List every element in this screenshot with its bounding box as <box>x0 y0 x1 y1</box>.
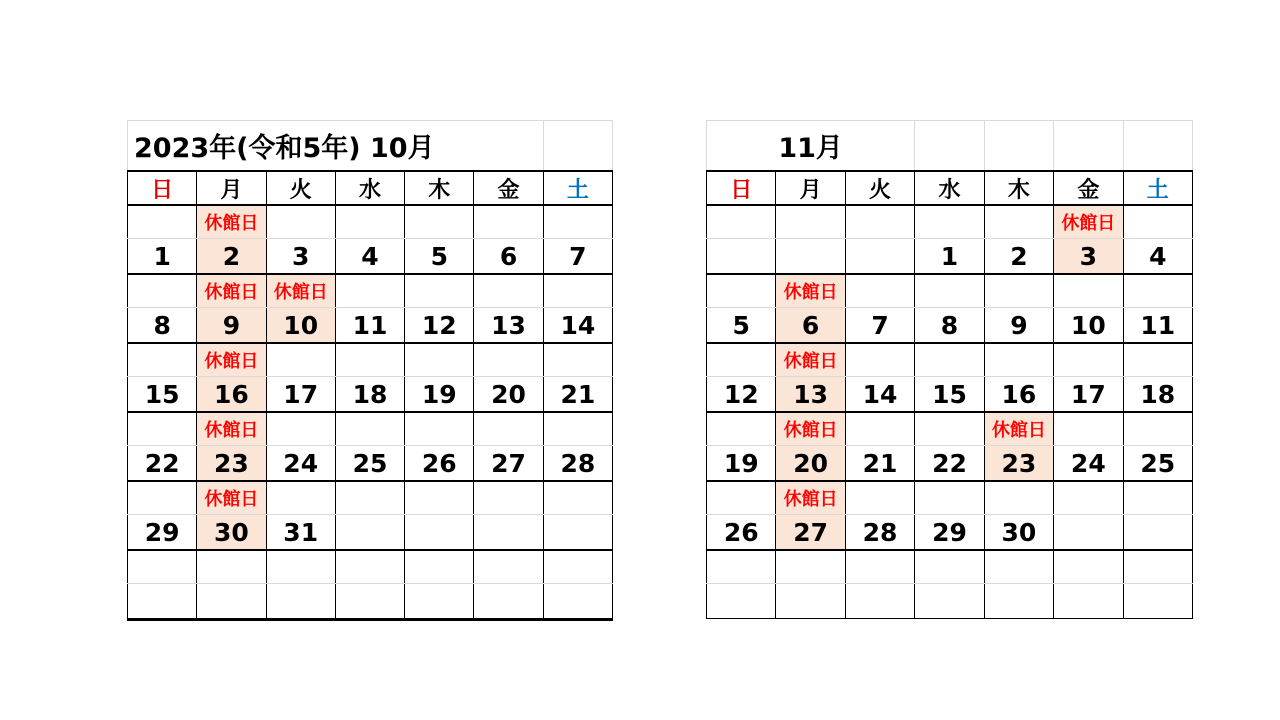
empty-day <box>543 515 612 551</box>
day-number: 25 <box>1123 446 1192 482</box>
day-number: 31 <box>266 515 335 551</box>
day-number: 23 <box>197 446 266 482</box>
day-number: 19 <box>707 446 776 482</box>
october-calendar <box>127 120 613 621</box>
closed-day-label: 休館日 <box>197 343 266 377</box>
day-number: 3 <box>266 239 335 275</box>
empty-day <box>335 515 404 551</box>
closed-day-label: 休館日 <box>776 274 845 308</box>
empty-cell <box>984 121 1053 172</box>
weekday-header: 木 <box>405 171 474 205</box>
label-cell <box>474 343 543 377</box>
empty-day <box>543 584 612 620</box>
weekday-header: 土 <box>543 171 612 205</box>
label-cell <box>707 412 776 446</box>
day-number: 30 <box>984 515 1053 551</box>
label-cell <box>266 550 335 584</box>
label-cell <box>1123 481 1192 515</box>
calendar-title: 11月 <box>707 121 915 172</box>
empty-day <box>776 239 845 275</box>
day-number: 7 <box>543 239 612 275</box>
day-number: 18 <box>1123 377 1192 413</box>
day-number: 2 <box>197 239 266 275</box>
label-cell <box>405 550 474 584</box>
closed-day-label: 休館日 <box>984 412 1053 446</box>
day-number: 15 <box>128 377 197 413</box>
label-cell <box>915 343 984 377</box>
label-cell <box>543 205 612 239</box>
empty-day <box>197 584 266 620</box>
label-cell <box>1054 343 1123 377</box>
day-number: 22 <box>915 446 984 482</box>
label-cell <box>776 550 845 584</box>
empty-day <box>915 584 984 619</box>
weekday-header: 金 <box>474 171 543 205</box>
label-cell <box>915 550 984 584</box>
day-number: 9 <box>197 308 266 344</box>
label-cell <box>335 550 404 584</box>
label-cell <box>984 274 1053 308</box>
empty-day <box>707 584 776 619</box>
label-cell <box>266 343 335 377</box>
label-cell <box>128 412 197 446</box>
label-cell <box>474 274 543 308</box>
day-number: 3 <box>1054 239 1123 275</box>
day-number: 28 <box>845 515 914 551</box>
day-number: 27 <box>474 446 543 482</box>
weekday-header: 月 <box>197 171 266 205</box>
empty-day <box>776 584 845 619</box>
weekday-header: 日 <box>707 171 776 205</box>
label-cell <box>266 205 335 239</box>
label-cell <box>1123 274 1192 308</box>
weekday-header: 水 <box>335 171 404 205</box>
label-cell <box>543 343 612 377</box>
day-number: 6 <box>776 308 845 344</box>
day-number: 8 <box>128 308 197 344</box>
label-cell <box>984 550 1053 584</box>
day-number: 26 <box>707 515 776 551</box>
label-cell <box>1123 205 1192 239</box>
day-number: 15 <box>915 377 984 413</box>
empty-day <box>1123 515 1192 551</box>
empty-day <box>405 584 474 620</box>
day-number: 4 <box>1123 239 1192 275</box>
day-number: 25 <box>335 446 404 482</box>
day-number: 2 <box>984 239 1053 275</box>
label-cell <box>543 274 612 308</box>
day-number: 23 <box>984 446 1053 482</box>
day-number: 9 <box>984 308 1053 344</box>
day-number: 30 <box>197 515 266 551</box>
closed-day-label: 休館日 <box>776 412 845 446</box>
day-number: 10 <box>1054 308 1123 344</box>
weekday-header: 火 <box>266 171 335 205</box>
day-number: 16 <box>984 377 1053 413</box>
empty-day <box>474 515 543 551</box>
label-cell <box>474 481 543 515</box>
label-cell <box>405 412 474 446</box>
label-cell <box>845 412 914 446</box>
day-number: 12 <box>707 377 776 413</box>
day-number: 13 <box>776 377 845 413</box>
day-number: 22 <box>128 446 197 482</box>
closed-day-label: 休館日 <box>266 274 335 308</box>
label-cell <box>128 343 197 377</box>
day-number: 18 <box>335 377 404 413</box>
empty-day <box>845 239 914 275</box>
label-cell <box>776 205 845 239</box>
label-cell <box>474 205 543 239</box>
empty-day <box>845 584 914 619</box>
day-number: 6 <box>474 239 543 275</box>
day-number: 24 <box>1054 446 1123 482</box>
empty-day <box>335 584 404 620</box>
closed-day-label: 休館日 <box>197 274 266 308</box>
empty-day <box>128 584 197 620</box>
weekday-header: 金 <box>1054 171 1123 205</box>
label-cell <box>128 274 197 308</box>
day-number: 21 <box>543 377 612 413</box>
label-cell <box>707 205 776 239</box>
label-cell <box>128 481 197 515</box>
empty-cell <box>543 121 612 172</box>
day-number: 26 <box>405 446 474 482</box>
day-number: 16 <box>197 377 266 413</box>
closed-day-label: 休館日 <box>1054 205 1123 239</box>
day-number: 20 <box>776 446 845 482</box>
day-number: 20 <box>474 377 543 413</box>
label-cell <box>543 412 612 446</box>
day-number: 7 <box>845 308 914 344</box>
empty-day <box>266 584 335 620</box>
day-number: 1 <box>915 239 984 275</box>
label-cell <box>1123 343 1192 377</box>
label-cell <box>1123 550 1192 584</box>
empty-day <box>405 515 474 551</box>
day-number: 28 <box>543 446 612 482</box>
day-number: 12 <box>405 308 474 344</box>
label-cell <box>984 343 1053 377</box>
label-cell <box>335 205 404 239</box>
label-cell <box>405 205 474 239</box>
label-cell <box>707 550 776 584</box>
day-number: 24 <box>266 446 335 482</box>
day-number: 4 <box>335 239 404 275</box>
closed-day-label: 休館日 <box>776 481 845 515</box>
label-cell <box>335 481 404 515</box>
empty-cell <box>915 121 984 172</box>
day-number: 14 <box>543 308 612 344</box>
label-cell <box>984 205 1053 239</box>
empty-cell <box>1123 121 1192 172</box>
calendar-title: 2023年(令和5年) 10月 <box>128 121 544 172</box>
empty-day <box>707 239 776 275</box>
label-cell <box>335 343 404 377</box>
label-cell <box>474 550 543 584</box>
label-cell <box>128 205 197 239</box>
day-number: 29 <box>915 515 984 551</box>
closed-day-label: 休館日 <box>197 205 266 239</box>
weekday-header: 木 <box>984 171 1053 205</box>
day-number: 17 <box>266 377 335 413</box>
weekday-header: 火 <box>845 171 914 205</box>
empty-day <box>474 584 543 620</box>
label-cell <box>845 205 914 239</box>
day-number: 17 <box>1054 377 1123 413</box>
weekday-header: 月 <box>776 171 845 205</box>
day-number: 11 <box>335 308 404 344</box>
closed-day-label: 休館日 <box>197 412 266 446</box>
label-cell <box>197 550 266 584</box>
label-cell <box>1054 481 1123 515</box>
label-cell <box>405 343 474 377</box>
day-number: 5 <box>707 308 776 344</box>
closed-day-label: 休館日 <box>197 481 266 515</box>
empty-day <box>984 584 1053 619</box>
label-cell <box>707 274 776 308</box>
label-cell <box>915 481 984 515</box>
label-cell <box>845 274 914 308</box>
label-cell <box>335 412 404 446</box>
label-cell <box>707 481 776 515</box>
empty-day <box>1054 584 1123 619</box>
label-cell <box>266 412 335 446</box>
day-number: 19 <box>405 377 474 413</box>
day-number: 14 <box>845 377 914 413</box>
weekday-header: 土 <box>1123 171 1192 205</box>
day-number: 5 <box>405 239 474 275</box>
empty-day <box>1054 515 1123 551</box>
day-number: 8 <box>915 308 984 344</box>
label-cell <box>845 343 914 377</box>
day-number: 10 <box>266 308 335 344</box>
label-cell <box>1054 550 1123 584</box>
label-cell <box>1054 412 1123 446</box>
day-number: 1 <box>128 239 197 275</box>
label-cell <box>845 550 914 584</box>
label-cell <box>1123 412 1192 446</box>
day-number: 27 <box>776 515 845 551</box>
label-cell <box>474 412 543 446</box>
label-cell <box>984 481 1053 515</box>
closed-day-label: 休館日 <box>776 343 845 377</box>
weekday-header: 日 <box>128 171 197 205</box>
label-cell <box>335 274 404 308</box>
label-cell <box>543 481 612 515</box>
label-cell <box>405 481 474 515</box>
label-cell <box>1054 274 1123 308</box>
weekday-header: 水 <box>915 171 984 205</box>
label-cell <box>915 205 984 239</box>
label-cell <box>543 550 612 584</box>
november-calendar <box>706 120 1193 619</box>
label-cell <box>915 274 984 308</box>
day-number: 21 <box>845 446 914 482</box>
day-number: 11 <box>1123 308 1192 344</box>
label-cell <box>707 343 776 377</box>
label-cell <box>266 481 335 515</box>
day-number: 29 <box>128 515 197 551</box>
label-cell <box>405 274 474 308</box>
empty-day <box>1123 584 1192 619</box>
empty-cell <box>1054 121 1123 172</box>
label-cell <box>128 550 197 584</box>
day-number: 13 <box>474 308 543 344</box>
label-cell <box>845 481 914 515</box>
label-cell <box>915 412 984 446</box>
